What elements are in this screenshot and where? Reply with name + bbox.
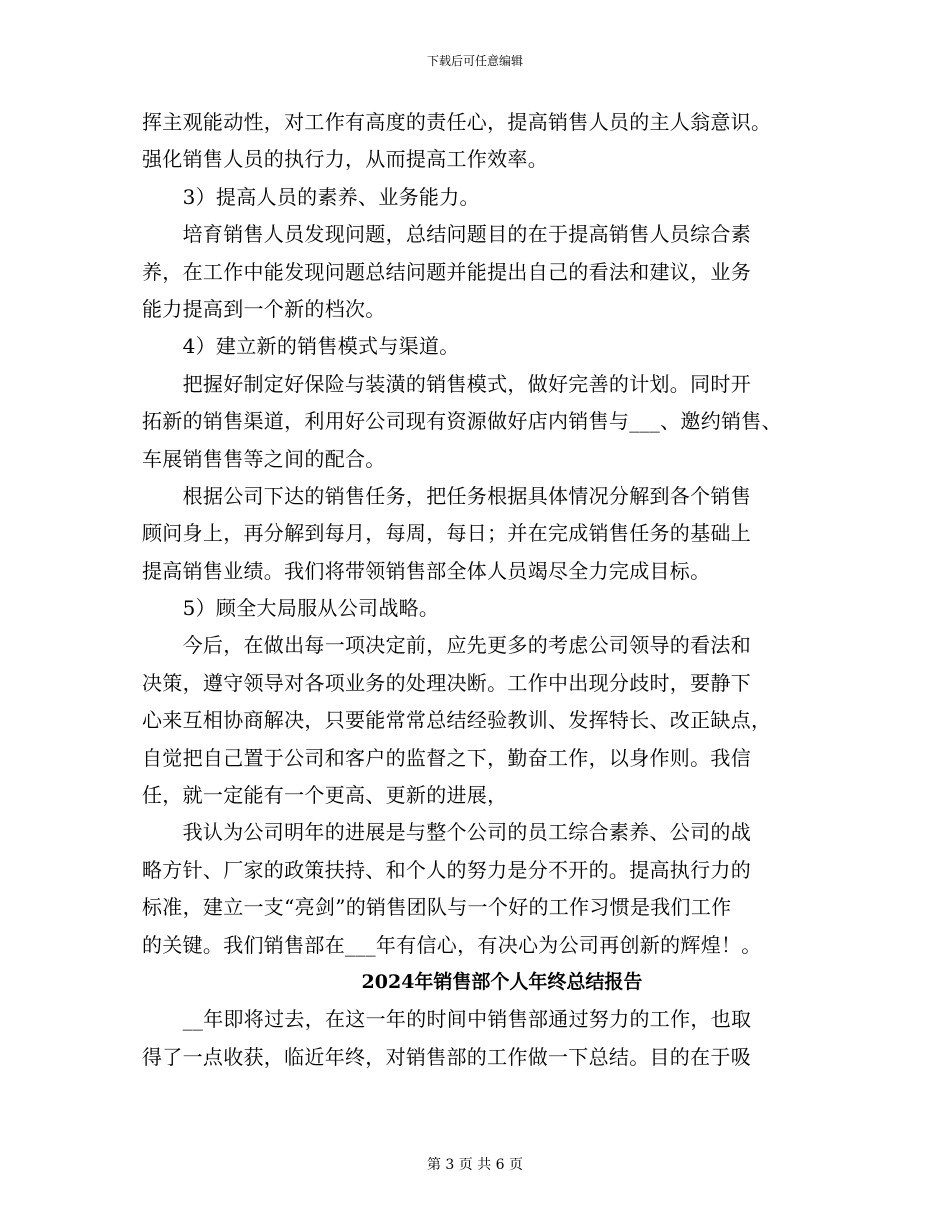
text-line: 决策，遵守领导对各项业务的处理决断。工作中出现分歧时，要静下	[142, 670, 751, 695]
text-line: 标准，建立一支“亮剑”的销售团队与一个好的工作习惯是我们工作	[142, 895, 732, 920]
text-line: 5）顾全大局服从公司战略。	[142, 596, 440, 621]
text-line: 任，就一定能有一个更高、更新的进展，	[142, 783, 508, 808]
text-line: 把握好制定好保险与装潢的销售模式，做好完善的计划。同时开	[142, 371, 751, 396]
text-line: 车展销售售等之间的配合。	[142, 446, 386, 471]
text-line: 得了一点收获，临近年终，对销售部的工作做一下总结。目的在于吸	[142, 1044, 751, 1069]
text-line: __年即将过去，在这一年的时间中销售部通过努力的工作，也取	[142, 1007, 752, 1032]
text-line: 根据公司下达的销售任务，把任务根据具体情况分解到各个销售	[142, 483, 751, 508]
text-line: 能力提高到一个新的档次。	[142, 296, 386, 321]
text-line: 拓新的销售渠道，利用好公司现有资源做好店内销售与___、邀约销售、	[142, 409, 782, 434]
text-line: 挥主观能动性，对工作有高度的责任心，提高销售人员的主人翁意识。	[142, 110, 772, 134]
page-number: 第 3 页 共 6 页	[426, 1157, 524, 1173]
text-line: 自觉把自己置于公司和客户的监督之下，勤奋工作，以身作则。我信	[142, 745, 751, 770]
text-line: 强化销售人员的执行力，从而提高工作效率。	[142, 147, 548, 172]
text-line: 的关键。我们销售部在___年有信心，有决心为公司再创新的辉煌！。	[142, 932, 762, 957]
page-header: 下载后可任意编辑	[426, 54, 523, 68]
text-line: 培育销售人员发现问题，总结问题目的在于提高销售人员综合素	[142, 222, 751, 247]
text-line: 4）建立新的销售模式与渠道。	[142, 334, 460, 359]
document-body	[142, 104, 822, 1076]
text-line: 3）提高人员的素养、业务能力。	[142, 184, 480, 209]
section-title: 2024年销售部个人年终总结报告	[361, 970, 643, 993]
text-line: 养，在工作中能发现问题总结问题并能提出自己的看法和建议，业务	[142, 259, 751, 284]
text-line: 今后，在做出每一项决定前，应先更多的考虑公司领导的看法和	[142, 633, 751, 658]
text-line: 顾问身上，再分解到每月，每周，每日；并在完成销售任务的基础上	[142, 521, 751, 546]
text-line: 我认为公司明年的进展是与整个公司的员工综合素养、公司的战	[142, 820, 751, 845]
text-line: 心来互相协商解决，只要能常常总结经验教训、发挥特长、改正缺点，	[142, 708, 772, 733]
text-line: 略方针、厂家的政策扶持、和个人的努力是分不开的。提高执行力的	[142, 857, 751, 882]
text-line: 提高销售业绩。我们将带领销售部全体人员竭尽全力完成目标。	[142, 558, 711, 583]
